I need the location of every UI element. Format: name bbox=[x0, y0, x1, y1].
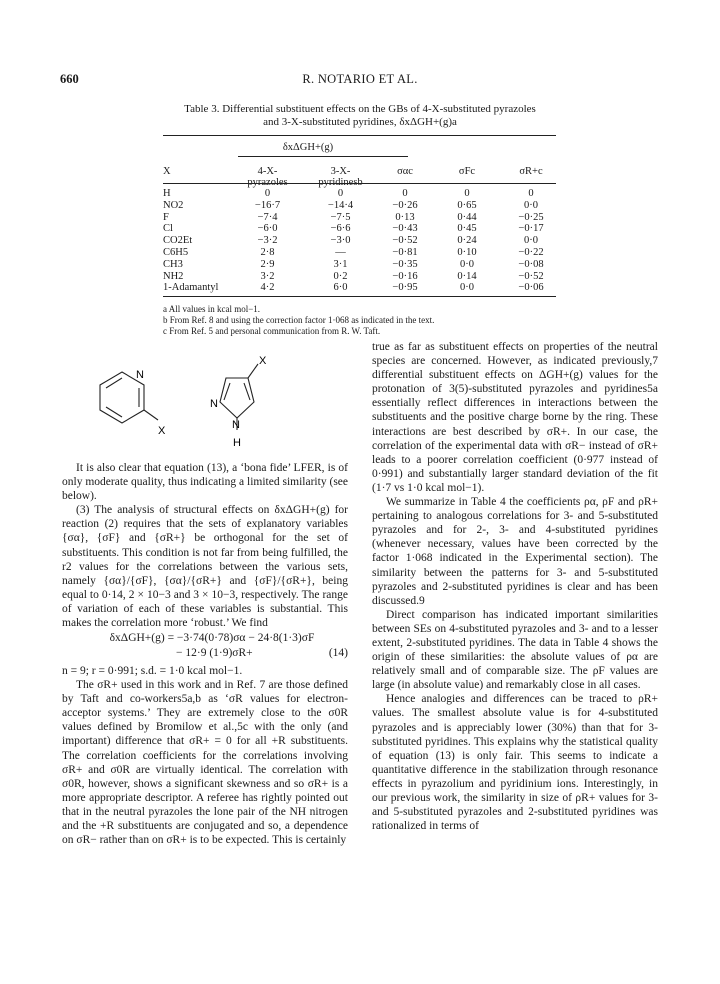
left-paragraph-3: The σR+ used in this work and in Ref. 7 are those defined by Taft and co-workers5a,b as ‘σR values for electron-acceptor systems.’ They are extremely close to the σ0R values defined by Bromilow et al.,5c with the only (and important) difference that σR+ = 0 for all +R substituents. The correlation coefficients for the correlations involving σR+ and σ0R are virtually identical. The correlation with σ0R, however, shows a significant skewness and so σR+ is a more appropriate descriptor. A referee has rightly pointed out that in the neutral pyrazoles the lone pair of the NH nitrogen and the +R substituents are conjugated and so, a dependence on σR− rather than on σR+ is to be expected. This is certainly bbox=[62, 679, 348, 847]
table-cell: C6H5 bbox=[163, 247, 189, 258]
pyrazole-n1-label: N bbox=[232, 419, 240, 431]
table-cell: 0 bbox=[528, 188, 534, 199]
equation-line-1: δxΔGH+(g) = −3·74(0·78)σα − 24·8(1·3)σF bbox=[109, 632, 315, 644]
equation-stats: n = 9; r = 0·991; s.d. = 1·0 kcal mol−1. bbox=[62, 665, 243, 677]
table-cell: 0 bbox=[337, 188, 344, 199]
equation-line-2: − 12·9 (1·9)σR+ bbox=[176, 647, 253, 659]
col-header-sigma-r: σR+c bbox=[519, 166, 543, 177]
table-group-header-row bbox=[163, 142, 556, 153]
table-cell: −0·16 bbox=[392, 270, 418, 282]
table-cell: Cl bbox=[163, 223, 173, 235]
left-column-bottom bbox=[62, 664, 348, 847]
pyridine-x-label: X bbox=[158, 425, 166, 437]
table-cell: 2·8 bbox=[260, 247, 275, 258]
table-cell: −7·5 bbox=[330, 211, 351, 223]
table-cell: F bbox=[163, 211, 169, 223]
table-group-header: δxΔGH+(g) bbox=[282, 142, 334, 153]
left-paragraph-1: It is also clear that equation (13), a ‘bona fide’ LFER, is of only moderate quality, thus indicating a limited similarity (see below). bbox=[62, 462, 348, 503]
table-cell: 0·10 bbox=[457, 247, 477, 258]
table-cell: −0·06 bbox=[518, 282, 544, 294]
table-cell: −0·22 bbox=[518, 247, 544, 258]
table-cell: −0·52 bbox=[392, 235, 418, 247]
table-cell: NH2 bbox=[163, 270, 184, 282]
equation-number: (14) bbox=[328, 647, 348, 659]
left-column-top bbox=[62, 461, 348, 630]
running-head: R. NOTARIO ET AL. bbox=[302, 72, 418, 86]
right-paragraph-2: We summarize in Table 4 the coefficients ρα, ρF and ρR+ pertaining to analogous correlations for 3- and 5-substituted pyrazoles and for 2-, 3- and 4-substituted pyridines (whenever necessary, values have been corrected by the factor 1·068 indicated in the Experimental section). The similarity between the patterns for 3- and 5-substituted pyrazoles and 2-substituted pyridines is clear and has been discussed.9 bbox=[372, 496, 658, 607]
table-cell: −6·6 bbox=[330, 223, 351, 235]
right-paragraph-3: Direct comparison has indicated important similarities between SEs on 4-substituted pyrazoles and 3- and to a lesser extent, 2-substituted pyridines. The data in Table 4 shows the origin of these similarities: the absolute values of ρα are relatively small and of comparable size. The ρF values are large (in absolute value) and remarkably close in all cases. bbox=[372, 608, 658, 692]
col-header-sigma-f: σFc bbox=[458, 166, 476, 177]
right-paragraph-4: Hence analogies and differences can be traced to ρR+ values. The smallest absolute value is for 4-substituted pyrazoles and is appreciably lower (30%) than that for 3-substituted pyridines. This explains why the statistical quality of equation (13) is only fair. This seems to indicate a quantitative difference in the stabilization through resonance effects in pyrazolium and pyridinium ions. Interestingly, in our previous work, the similarity in size of ρR+ values for 3- and 5-substituted pyrazoles and 2-substituted pyridines was rationalized in terms of bbox=[372, 693, 658, 833]
table-cell: 0·45 bbox=[457, 223, 477, 235]
table-cell: −0·81 bbox=[392, 247, 418, 258]
table-cell: −0·52 bbox=[518, 270, 544, 282]
table-cell: 0·14 bbox=[457, 270, 477, 282]
table-cell: 3·2 bbox=[260, 270, 275, 282]
table-caption bbox=[150, 103, 570, 129]
table-footnote-b: b From Ref. 8 and using the correction factor 1·068 as indicated in the text. bbox=[163, 315, 435, 325]
pyridine-structure bbox=[100, 372, 158, 423]
col-header-pyrazoles: 4-X-pyrazoles bbox=[247, 166, 288, 188]
table-cell: 0·13 bbox=[395, 211, 415, 223]
table-caption-line2: and 3-X-substituted pyridines, δxΔGH+(g)a bbox=[263, 116, 457, 128]
table-cell: CO2Et bbox=[163, 235, 193, 247]
table-row bbox=[163, 247, 556, 258]
table-cell: 1-Adamantyl bbox=[163, 282, 219, 294]
table-cell: −14·4 bbox=[327, 199, 354, 211]
table-cell: −6·0 bbox=[257, 223, 278, 235]
table-footnote-c: c From Ref. 5 and personal communication from R. W. Taft. bbox=[163, 326, 381, 336]
table-row bbox=[163, 259, 556, 270]
table-cell: −16·7 bbox=[254, 199, 281, 211]
pyrazole-x-label: X bbox=[259, 355, 267, 367]
chemical-structures bbox=[86, 350, 306, 460]
right-paragraph-1: true as far as substituent effects on properties of the neutral species are concerned. However, as indicated previously,7 differential substituent effects on ΔGH+(g) values for the protonation of 3(5)-substituted pyrazoles and pyridines5a essentially reflect differences in interactions between the substituents and the positive charge borne by the ring. These interactions are best described by σR+. In our case, the correlation of the experimental data with σR− instead of σR+ leads to a poorer correlation coefficient (0·977 instead of 0·991) and substantially larger standard deviation of the fit (1·7 vs 1·0 kcal mol−1). bbox=[372, 341, 658, 494]
table-cell: 0·2 bbox=[333, 270, 348, 282]
table-top-rule bbox=[163, 135, 556, 136]
col-header-x: X bbox=[163, 166, 171, 177]
table-cell: 0·0 bbox=[460, 258, 474, 270]
table-header-row bbox=[163, 166, 556, 188]
table-cell: 0·44 bbox=[457, 211, 477, 223]
table-bottom-rule bbox=[163, 296, 556, 297]
table-cell: −0·43 bbox=[392, 223, 418, 235]
table-cell: 0 bbox=[402, 188, 408, 199]
table-cell: 0·0 bbox=[524, 199, 538, 211]
table-row bbox=[163, 235, 556, 246]
table-row bbox=[163, 212, 556, 223]
table-cell: −0·25 bbox=[518, 211, 544, 223]
table-cell: −0·35 bbox=[392, 258, 418, 270]
table-cell: −0·17 bbox=[518, 223, 544, 235]
pyrazole-n2-label: N bbox=[210, 398, 218, 410]
table-cell: 6·0 bbox=[333, 282, 348, 294]
table-cell: NO2 bbox=[163, 199, 184, 211]
equation-line-2-wrap bbox=[76, 646, 348, 661]
table-cell: H bbox=[163, 188, 171, 199]
table-header-rule bbox=[163, 183, 556, 184]
table-cell: −7·4 bbox=[257, 211, 278, 223]
col-header-sigma-alpha: σαc bbox=[397, 166, 413, 177]
pyrazole-h-label: H bbox=[233, 437, 241, 449]
table-cell: 0 bbox=[464, 188, 470, 199]
table-cell: 4·2 bbox=[260, 282, 275, 294]
table-row bbox=[163, 200, 556, 211]
table-caption-line1: Table 3. Differential substituent effects on the GBs of 4-X-substituted pyrazoles bbox=[184, 103, 536, 115]
table-cell: −0·95 bbox=[392, 282, 418, 294]
table-row bbox=[163, 282, 556, 293]
col-header-pyridines: 3-X-pyridinesb bbox=[318, 166, 363, 188]
table-cell: −0·26 bbox=[392, 199, 418, 211]
page-number: 660 bbox=[60, 72, 79, 86]
table-cell: CH3 bbox=[163, 258, 183, 270]
table-cell: 0 bbox=[264, 188, 271, 199]
left-paragraph-2: (3) The analysis of structural effects on δxΔGH+(g) for reaction (2) requires that the sets of explanatory variables {σα}, {σF} and {σR+} be orthogonal for the set of substituents. This condition is not far from being fulfilled, the r2 values for the correlations between the various sets, namely {σα}/{σF}, {σα}/{σR+} and {σF}/{σR+}, being equal to 0·14, 2 × 10−3 and 3 × 10−3, respectively. The range of variation of each of these variables is substantial. This makes the correlation more ‘robust.’ We find bbox=[62, 504, 348, 630]
table-cell: — bbox=[335, 247, 346, 258]
table-cell: 3·1 bbox=[333, 258, 348, 270]
table-cell: 0·0 bbox=[524, 235, 538, 247]
table-group-rule bbox=[238, 156, 408, 157]
right-column bbox=[372, 340, 658, 833]
table-cell: −3·0 bbox=[330, 235, 351, 247]
table-cell: 2·9 bbox=[260, 258, 275, 270]
table-row bbox=[163, 271, 556, 282]
pyridine-n-label: N bbox=[136, 369, 144, 381]
table-footnote-a: a All values in kcal mol−1. bbox=[163, 304, 261, 314]
table-cell: 0·0 bbox=[460, 282, 474, 294]
page-header bbox=[60, 72, 660, 88]
table-cell: 0·65 bbox=[457, 199, 477, 211]
table-cell: 0·24 bbox=[457, 235, 477, 247]
table-cell: −3·2 bbox=[257, 235, 278, 247]
table-cell: −0·08 bbox=[518, 258, 544, 270]
table-row bbox=[163, 188, 556, 199]
table-row bbox=[163, 223, 556, 234]
equation-14 bbox=[76, 631, 348, 661]
